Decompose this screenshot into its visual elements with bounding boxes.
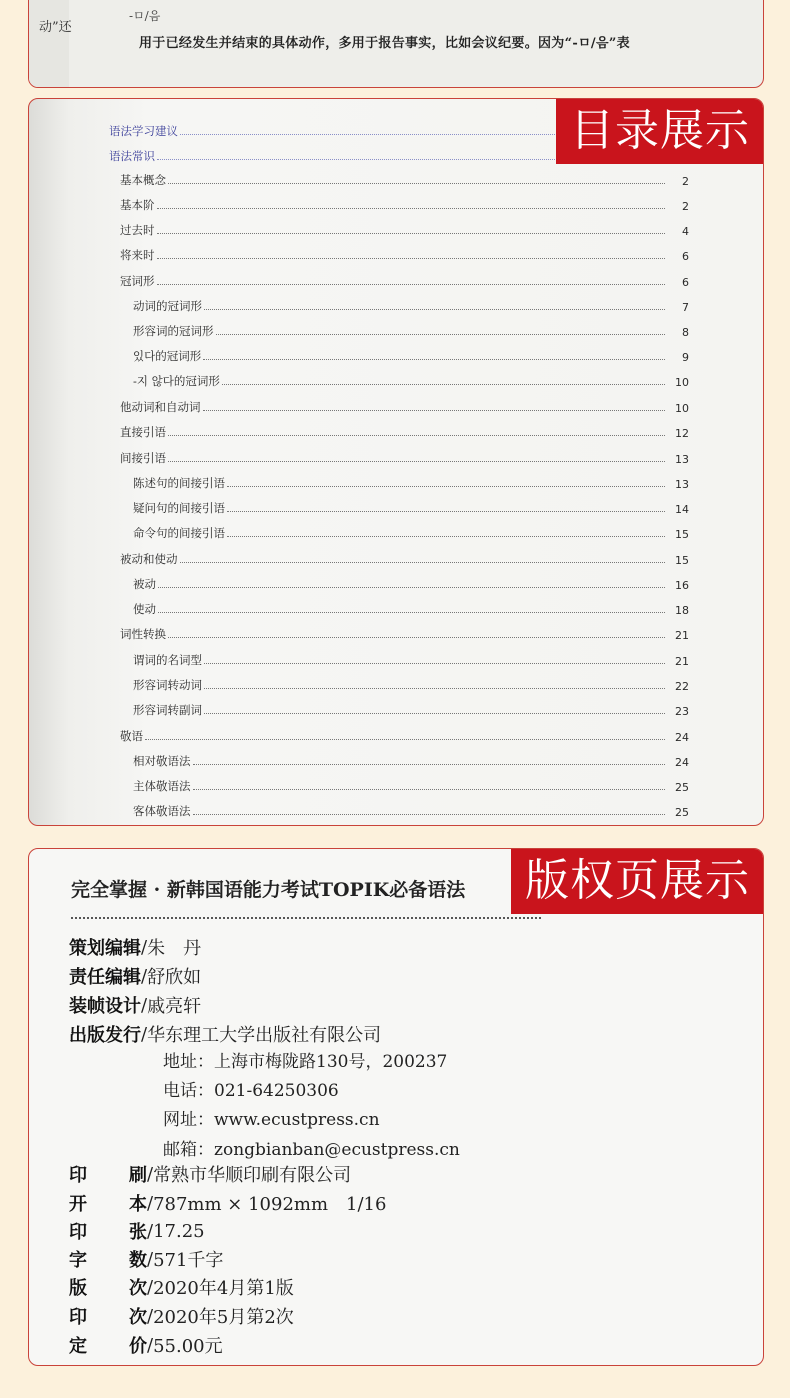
- toc-entry-page: 23: [675, 705, 689, 718]
- credit-row: [69, 993, 201, 1017]
- toc-dot-leader: [168, 435, 665, 436]
- slash-separator: /: [147, 1220, 154, 1242]
- toc-entry-label: 间接引语: [120, 451, 166, 465]
- toc-dot-leader: [193, 764, 666, 765]
- toc-dot-leader: [145, 739, 665, 740]
- spec-key: [69, 1246, 147, 1272]
- spec-value: 2020年4月第1版: [153, 1278, 294, 1299]
- toc-entry-page: 25: [675, 781, 689, 794]
- spec-value: 2020年5月第2次: [153, 1307, 294, 1328]
- toc-entry-label: 命令句的间接引语: [133, 526, 225, 540]
- toc-entry-page: 4: [682, 225, 689, 238]
- toc-dot-leader: [158, 612, 665, 613]
- toc-entry-page: 21: [675, 655, 689, 668]
- spec-row: [69, 1191, 386, 1215]
- spec-key-char: 价: [129, 1336, 147, 1357]
- toc-dot-leader: [168, 461, 665, 462]
- credit-key: 策划编辑: [69, 938, 141, 959]
- toc-entry-label: 相对敬语法: [133, 754, 191, 768]
- toc-entry: [120, 243, 689, 263]
- grammar-body-text: 用于已经发生并结束的具体动作，多用于报告事实，比如会议纪要。因为“-ㅁ/음”表: [139, 36, 630, 51]
- toc-entry-label: 敬语: [120, 729, 143, 743]
- toc-dot-leader: [168, 637, 665, 638]
- spec-key-char: 开: [69, 1194, 87, 1215]
- toc-entry: [120, 168, 689, 188]
- toc-entry-label: 基本阶: [120, 198, 155, 212]
- toc-entry: [133, 749, 689, 769]
- slash-separator: /: [147, 1248, 154, 1270]
- toc-dot-leader: [168, 183, 665, 184]
- publisher-contact-line: 地址：上海市梅陇路130号，200237: [163, 1051, 448, 1072]
- toc-entry-page: 22: [675, 680, 689, 693]
- toc-entry: [133, 521, 689, 541]
- toc-entry: [120, 446, 689, 466]
- toc-entry-page: 13: [675, 478, 689, 491]
- toc-entry-label: 客体敬语法: [133, 804, 191, 818]
- toc-dot-leader: [222, 384, 665, 385]
- toc-entry: [133, 319, 689, 339]
- toc-entry-page: 15: [675, 528, 689, 541]
- book-page-excerpt: [28, 0, 764, 88]
- toc-entry: [133, 344, 689, 364]
- credit-row: [69, 1022, 381, 1046]
- spec-key: [69, 1190, 147, 1216]
- spec-key: [69, 1161, 147, 1187]
- toc-entry-label: 将来时: [120, 248, 155, 262]
- toc-entry-label: 使动: [133, 602, 156, 616]
- toc-dot-leader: [216, 334, 666, 335]
- toc-entry-label: 疑问句的间接引语: [133, 501, 225, 515]
- spec-key: [69, 1218, 147, 1244]
- publisher-contact-line: 电话：021-64250306: [163, 1080, 339, 1101]
- spec-key-char: 定: [69, 1336, 87, 1357]
- grammar-subtitle: -ㅁ/음: [129, 9, 161, 23]
- toc-entry: [120, 724, 689, 744]
- toc-entry: [133, 572, 689, 592]
- toc-entry-label: 语法学习建议: [109, 124, 178, 138]
- slash-separator: /: [147, 1276, 154, 1298]
- toc-entry-label: -지 않다的冠词形: [133, 374, 220, 388]
- slash-separator: /: [147, 1334, 154, 1356]
- toc-entry: [120, 622, 689, 642]
- toc-entry-page: 12: [675, 427, 689, 440]
- toc-entry: [120, 218, 689, 238]
- spec-key-char: 印: [69, 1222, 87, 1243]
- spec-key-char: 次: [129, 1278, 147, 1299]
- spec-row: [69, 1162, 351, 1186]
- credit-key: 责任编辑: [69, 967, 141, 988]
- credit-key: 出版发行: [69, 1025, 141, 1046]
- toc-dot-leader: [204, 309, 665, 310]
- spec-key-char: 印: [69, 1307, 87, 1328]
- credit-row: [69, 964, 201, 988]
- page-gutter: [29, 0, 69, 87]
- toc-dot-leader: [157, 284, 666, 285]
- toc-entry-page: 16: [675, 579, 689, 592]
- toc-entry: [133, 673, 689, 693]
- toc-entry-page: 9: [682, 351, 689, 364]
- toc-dot-leader: [204, 663, 665, 664]
- toc-dot-leader: [193, 789, 666, 790]
- toc-dot-leader: [203, 410, 666, 411]
- toc-entry-label: 被动: [133, 577, 156, 591]
- toc-entry: [133, 799, 689, 819]
- spec-key-char: 数: [129, 1250, 147, 1271]
- toc-entry-label: 形容词转副词: [133, 703, 202, 717]
- spec-key-char: 张: [129, 1222, 147, 1243]
- toc-entry-label: 主体敬语法: [133, 779, 191, 793]
- slash-separator: /: [141, 936, 148, 958]
- spec-key-char: 次: [129, 1307, 147, 1328]
- book-title: 完全掌握 · 新韩国语能力考试TOPIK必备语法: [71, 879, 466, 901]
- toc-entry-page: 18: [675, 604, 689, 617]
- credit-value: 朱 丹: [147, 938, 202, 959]
- toc-entry-page: 2: [682, 175, 689, 188]
- toc-dot-leader: [158, 587, 665, 588]
- left-fragment-text: 动”还: [39, 20, 72, 35]
- toc-entry: [120, 420, 689, 440]
- contents-showcase: [28, 98, 764, 826]
- toc-entry-page: 24: [675, 731, 689, 744]
- toc-entry: [133, 648, 689, 668]
- toc-entry: [133, 294, 689, 314]
- credit-value: 戚亮轩: [147, 996, 202, 1017]
- spec-value: 17.25: [153, 1220, 205, 1242]
- toc-dot-leader: [227, 536, 665, 537]
- spec-value: 55.00元: [153, 1336, 223, 1357]
- toc-dot-leader: [204, 688, 665, 689]
- toc-entry-page: 2: [682, 200, 689, 213]
- spec-key-char: 字: [69, 1250, 87, 1271]
- credit-row: [69, 935, 201, 959]
- toc-entry-label: 词性转换: [120, 627, 166, 641]
- toc-entry: [120, 395, 689, 415]
- toc-entry-page: 15: [675, 554, 689, 567]
- toc-dot-leader: [193, 814, 666, 815]
- toc-entry-label: 陈述句的间接引语: [133, 476, 225, 490]
- spec-row: [69, 1275, 294, 1299]
- credit-key: 装帧设计: [69, 996, 141, 1017]
- toc-dot-leader: [204, 713, 665, 714]
- toc-entry: [120, 547, 689, 567]
- toc-entry: [133, 774, 689, 794]
- slash-separator: /: [147, 1163, 154, 1185]
- spec-key-char: 刷: [129, 1165, 147, 1186]
- spec-row: [69, 1304, 294, 1328]
- toc-entry: [133, 496, 689, 516]
- toc-entry-label: 直接引语: [120, 425, 166, 439]
- dotted-separator: [71, 917, 541, 919]
- spec-key-char: 本: [129, 1194, 147, 1215]
- copyright-tag: 版权页展示: [511, 848, 764, 914]
- spec-key-char: 印: [69, 1165, 87, 1186]
- slash-separator: /: [141, 994, 148, 1016]
- toc-entry-page: 14: [675, 503, 689, 516]
- slash-separator: /: [147, 1192, 154, 1214]
- credit-value: 舒欣如: [147, 967, 202, 988]
- toc-entry-label: 基本概念: [120, 173, 166, 187]
- spec-value: 787mm × 1092mm 1/16: [153, 1194, 387, 1215]
- toc-dot-leader: [203, 359, 665, 360]
- toc-entry-page: 10: [675, 376, 689, 389]
- toc-dot-leader: [157, 208, 666, 209]
- spec-row: [69, 1333, 223, 1357]
- toc-entry-page: 10: [675, 402, 689, 415]
- toc-entry-page: 7: [682, 301, 689, 314]
- spec-key-char: 版: [69, 1278, 87, 1299]
- toc-entry-label: 被动和使动: [120, 552, 178, 566]
- slash-separator: /: [147, 1305, 154, 1327]
- spec-value: 常熟市华顺印刷有限公司: [153, 1165, 352, 1186]
- toc-entry: [133, 369, 689, 389]
- toc-entry-label: 形容词的冠词形: [133, 324, 214, 338]
- toc-entry-label: 语法常识: [109, 149, 155, 163]
- spec-row: [69, 1247, 223, 1271]
- toc-entry-page: 24: [675, 756, 689, 769]
- toc-entry-label: 他动词和自动词: [120, 400, 201, 414]
- toc-entry-label: 形容词转动词: [133, 678, 202, 692]
- toc-entry-page: 8: [682, 326, 689, 339]
- toc-entry-label: 动词的冠词形: [133, 299, 202, 313]
- toc-entry: [120, 269, 689, 289]
- spec-key: [69, 1303, 147, 1329]
- credit-value: 华东理工大学出版社有限公司: [147, 1025, 382, 1046]
- contents-tag: 目录展示: [556, 98, 764, 164]
- toc-dot-leader: [180, 562, 666, 563]
- spec-value: 571千字: [153, 1250, 224, 1271]
- slash-separator: /: [141, 1023, 148, 1045]
- spec-key: [69, 1274, 147, 1300]
- toc-entry-page: 6: [682, 250, 689, 263]
- toc-entry: [133, 698, 689, 718]
- spec-row: [69, 1219, 205, 1243]
- toc-entry-page: 21: [675, 629, 689, 642]
- toc-entry: [133, 471, 689, 491]
- copyright-showcase: [28, 848, 764, 1366]
- toc-entry: [133, 597, 689, 617]
- toc-entry-label: 冠词形: [120, 274, 155, 288]
- toc-entry-label: 있다的冠词形: [133, 349, 202, 363]
- toc-entry-label: 谓词的名词型: [133, 653, 202, 667]
- toc-dot-leader: [227, 511, 665, 512]
- toc-dot-leader: [157, 233, 666, 234]
- spec-key: [69, 1332, 147, 1358]
- toc-entry-page: 6: [682, 276, 689, 289]
- toc-dot-leader: [227, 486, 665, 487]
- toc-entry-page: 25: [675, 806, 689, 819]
- toc-entry: [120, 193, 689, 213]
- publisher-contact-line: 网址：www.ecustpress.cn: [163, 1109, 380, 1130]
- toc-dot-leader: [157, 258, 666, 259]
- toc-entry-label: 过去时: [120, 223, 155, 237]
- slash-separator: /: [141, 965, 148, 987]
- publisher-contact-line: 邮箱：zongbianban@ecustpress.cn: [163, 1139, 460, 1160]
- toc-entry-page: 13: [675, 453, 689, 466]
